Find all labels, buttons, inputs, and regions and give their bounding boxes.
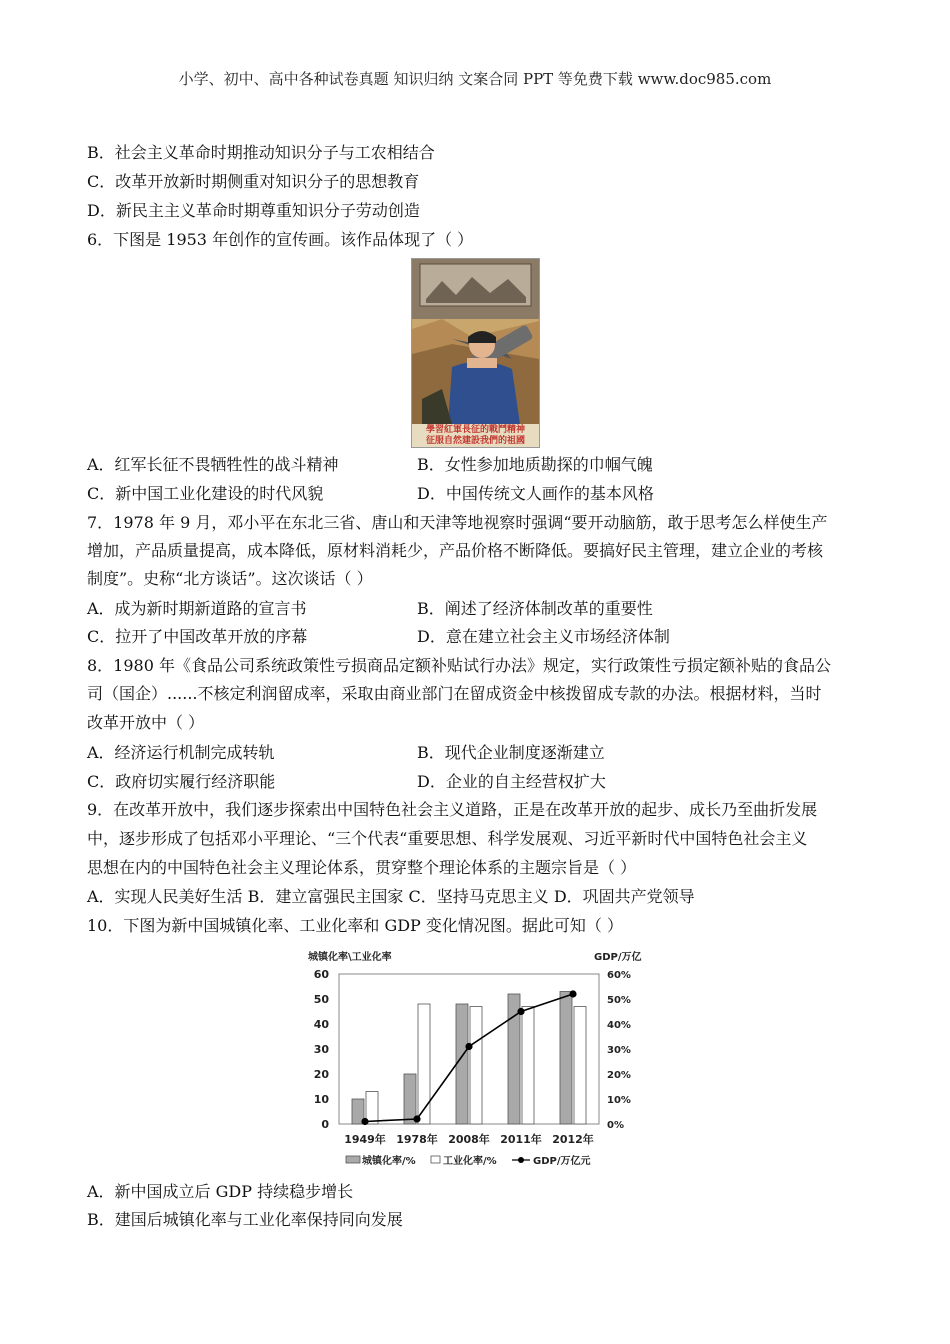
q7-option-d: D．意在建立社会主义市场经济体制 [417,627,670,646]
legend-industry-label: 工业化率/% [443,1156,497,1167]
q7-option-a: A．成为新时期新道路的宣言书 [87,599,307,618]
poster-caption-line1: 學習紅軍長征的戰鬥精神 [425,425,525,435]
q7-stem-line3: 制度”。史称“北方谈话”。这次谈话（ ） [87,569,373,588]
bar-industrialization [470,1007,482,1125]
x-tick-label: 2012年 [552,1133,594,1146]
q9-stem-line2: 中，逐步形成了包括邓小平理论、“三个代表“重要思想、科学发展观、习近平新时代中国特色社会主义 [87,829,808,848]
gdp-line-layer [361,990,576,1125]
q8-option-a: A．经济运行机制完成转轨 [87,743,275,762]
legend-gdp-marker [518,1157,524,1163]
q9-stem-line1: 9．在改革开放中，我们逐步探索出中国特色社会主义道路，正是在改革开放的起步、成长乃至曲折发展 [87,800,818,819]
right-tick-label: 10% [607,1095,631,1106]
q9-options: A．实现人民美好生活 B．建立富强民主国家 C．坚持马克思主义 D．巩固共产党领导 [87,887,695,906]
q5-option-c: C．改革开放新时期侧重对知识分子的思想教育 [87,172,420,191]
q6-option-c: C．新中国工业化建设的时代风貌 [87,484,324,503]
x-tick-labels [344,1132,594,1146]
gdp-point [569,990,576,997]
right-axis-title: GDP/万亿 [594,952,642,963]
left-tick-label: 30 [313,1043,329,1056]
q5-option-d: D．新民主主义革命时期尊重知识分子劳动创造 [87,201,420,220]
legend-gdp-label: GDP/万亿元 [533,1156,591,1167]
q10-option-a: A．新中国成立后 GDP 持续稳步增长 [87,1182,354,1201]
q10-option-b: B．建国后城镇化率与工业化率保持同向发展 [87,1210,403,1229]
q8-option-d: D．企业的自主经营权扩大 [417,772,606,791]
q8-stem-line2: 司（国企）......不核定利润留成率，采取由商业部门在留成资金中核拨留成专款的办法。根据材料，当时 [87,684,822,703]
right-tick-label: 0% [607,1120,624,1131]
q5-option-b: B．社会主义革命时期推动知识分子与工农相结合 [87,143,435,162]
left-tick-label: 20 [313,1068,329,1081]
q8-option-b: B．现代企业制度逐渐建立 [417,743,605,762]
q7-stem-line2: 增加，产品质量提高，成本降低，原材料消耗少，产品价格不断降低。要搞好民主管理，建立企业的考核 [87,541,824,560]
right-tick-label: 60% [607,970,631,981]
right-tick-label: 40% [607,1020,631,1031]
gdp-point [413,1115,420,1122]
q7-stem-line1: 7．1978 年 9 月，邓小平在东北三省、唐山和天津等地视察时强调“要开动脑筋，敢于思考怎么样使生产 [87,513,828,532]
q7-option-c: C．拉开了中国改革开放的序幕 [87,627,308,646]
q9-stem-line3: 思想在内的中国特色社会主义理论体系，贯穿整个理论体系的主题宗旨是（ ） [87,858,637,877]
bar-industrialization [418,1004,430,1124]
left-axis-title: 城镇化率\工业化率 [308,952,392,963]
gdp-point [465,1043,472,1050]
gdp-point [517,1008,524,1015]
poster-caption-line2: 征服自然建設我們的祖國 [425,436,525,446]
gdp-point [361,1118,368,1125]
right-tick-label: 20% [607,1070,631,1081]
q6-option-b: B．女性参加地质勘探的巾帼气魄 [417,455,653,474]
bar-industrialization [574,1007,586,1125]
q10-stem: 10．下图为新中国城镇化率、工业化率和 GDP 变化情况图。据此可知（ ） [87,916,623,935]
bar-industrialization [522,1007,534,1125]
right-tick-labels [607,970,631,1131]
left-tick-label: 50 [313,993,329,1006]
left-tick-label: 0 [321,1118,329,1131]
q6-option-a: A．红军长征不畏牺牲性的战斗精神 [87,455,339,474]
right-tick-label: 30% [607,1045,631,1056]
right-tick-label: 50% [607,995,631,1006]
legend-urban-label: 城镇化率/% [362,1156,416,1167]
q8-stem-line3: 改革开放中（ ） [87,713,205,732]
bar-urbanization [404,1074,416,1124]
legend-industry-swatch [431,1156,440,1163]
propaganda-poster-image [411,258,540,448]
q8-option-c: C．政府切实履行经济职能 [87,772,276,791]
x-tick-label: 2011年 [500,1133,542,1146]
page-header: 小学、初中、高中各种试卷真题 知识归纳 文案合同 PPT 等免费下载 www.doc985.com [178,70,772,88]
bars-layer [352,992,586,1125]
x-tick-label: 1978年 [396,1133,438,1146]
left-tick-label: 40 [313,1018,329,1031]
legend-urban-swatch [346,1156,360,1163]
bar-urbanization [560,992,572,1125]
x-tick-label: 2008年 [448,1133,490,1146]
x-tick-label: 1949年 [344,1133,386,1146]
q7-option-b: B．阐述了经济体制改革的重要性 [417,599,653,618]
gdp-polyline [365,994,573,1122]
q6-stem: 6．下图是 1953 年创作的宣传画。该作品体现了（ ） [87,230,474,249]
bar-industrialization [366,1092,378,1125]
left-tick-label: 60 [313,968,329,981]
left-tick-labels [314,968,330,1131]
q6-option-d: D．中国传统文人画作的基本风格 [417,484,654,503]
urbanization-industrialization-gdp-chart [300,945,660,1175]
bar-urbanization [456,1004,468,1124]
legend [346,1154,591,1167]
left-tick-label: 10 [313,1093,329,1106]
q8-stem-line1: 8．1980 年《食品公司系统政策性亏损商品定额补贴试行办法》规定，实行政策性亏损定额补贴的食品公 [87,656,831,675]
